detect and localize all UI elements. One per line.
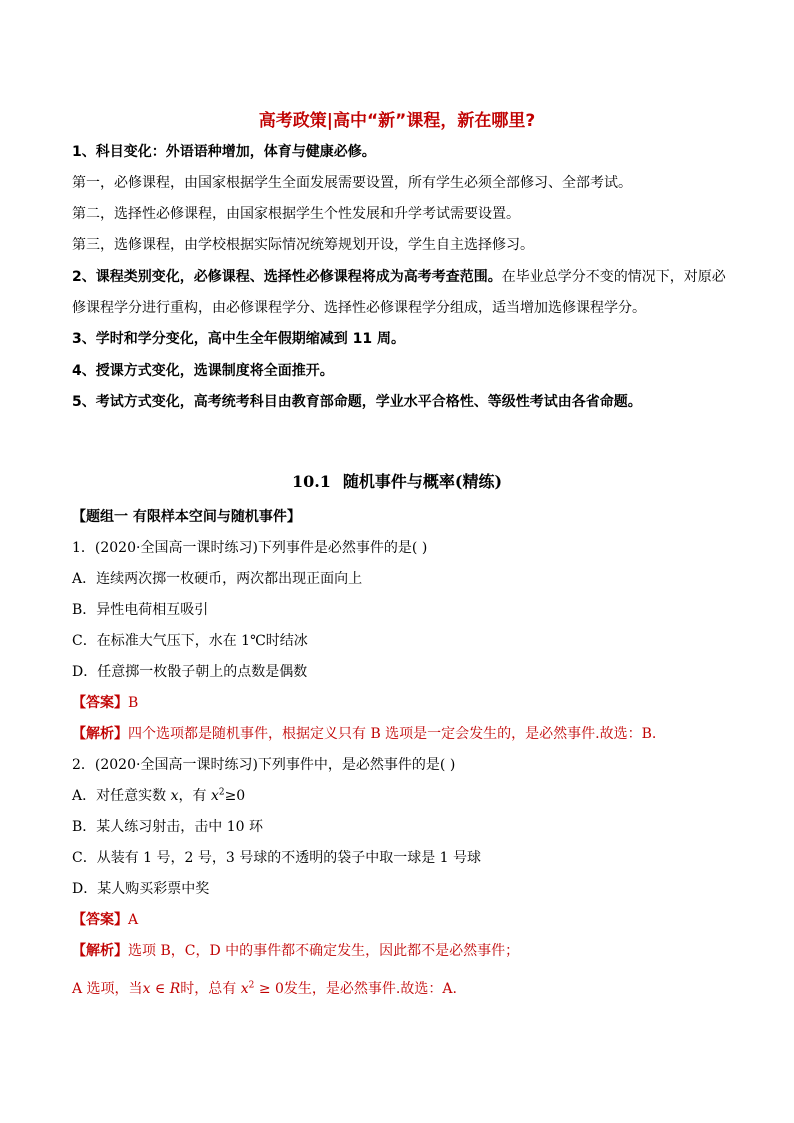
q1-option-c: C．在标准大气压下，水在 1℃时结冰	[72, 633, 308, 649]
policy-item-2-rest: 在毕业总学分不变的情况下，对原必	[501, 269, 726, 285]
policy-item-2	[72, 267, 726, 287]
q2-line2-x2: x	[240, 981, 249, 997]
page-title: 高考政策|高中“新”课程，新在哪里?	[258, 111, 536, 131]
q2-option-d: D．某人购买彩票中奖	[72, 881, 210, 897]
q2-answer	[72, 910, 138, 930]
question-group-label: 【题组一 有限样本空间与随机事件】	[72, 509, 301, 525]
policy-item-3: 3、学时和学分变化，高中生全年假期缩减到 11 周。	[72, 331, 405, 347]
q1-analysis-text: 四个选项都是随机事件，根据定义只有 B 选项是一定会发生的，是必然事件.故选：B.	[128, 726, 657, 742]
q2-line2-r: R	[169, 981, 181, 997]
q1-option-a: A．连续两次掷一枚硬币，两次都出现正面向上	[72, 571, 363, 587]
q1-option-b: B．异性电荷相互吸引	[72, 602, 209, 618]
policy-item-2-bold: 2、课程类别变化，必修课程、选择性必修课程将成为高考考查范围。	[72, 269, 502, 285]
policy-item-2-line2: 修课程学分进行重构，由必修课程学分、选择性必修课程学分组成，适当增加选修课程学分。	[72, 300, 646, 316]
q2-line2-sup: 2	[248, 980, 255, 991]
q2-option-a-mid: ，有	[178, 788, 207, 804]
q2-line2-ge: ≥ 0	[254, 981, 284, 997]
q1-analysis	[72, 724, 656, 744]
policy-third: 第三，选修课程，由学校根据实际情况统筹规划开设，学生自主选择修习。	[72, 237, 534, 253]
q2-line2-post: 发生，是必然事件.故选：A.	[283, 981, 457, 997]
q2-line2-in: ∈	[150, 981, 170, 997]
q2-option-c: C．从装有 1 号，2 号，3 号球的不透明的袋子中取一球是 1 号球	[72, 850, 482, 866]
policy-item-4: 4、授课方式变化，选课制度将全面推开。	[72, 363, 334, 379]
policy-item-5: 5、考试方式变化，高考统考科目由教育部命题，学业水平合格性、等级性考试由各省命题。	[72, 394, 642, 410]
q2-option-a-text: A．对任意实数	[72, 788, 167, 804]
q2-option-a	[72, 786, 245, 806]
q1-answer-value: B	[128, 695, 139, 711]
q2-option-a-sup: 2	[218, 787, 225, 798]
q2-analysis	[72, 941, 519, 961]
q2-stem: 2．(2020·全国高一课时练习)下列事件中，是必然事件的是( )	[72, 757, 456, 773]
q2-line2-mid: 时，总有	[180, 981, 237, 997]
q2-option-b: B．某人练习射击，击中 10 环	[72, 819, 264, 835]
q2-answer-value: A	[128, 912, 139, 928]
section-name: 随机事件与概率(精练)	[342, 472, 503, 491]
q2-option-a-var2: x	[210, 788, 219, 804]
section-number: 10.1	[291, 472, 331, 491]
q2-answer-tag: 【答案】	[72, 912, 128, 928]
q2-line2-pre: A 选项，当	[72, 981, 143, 997]
q2-option-a-post: ≥0	[224, 788, 246, 804]
q1-analysis-tag: 【解析】	[72, 726, 128, 742]
q2-analysis-line2	[72, 979, 457, 999]
q2-analysis-text: 选项 B，C，D 中的事件都不确定发生，因此都不是必然事件；	[128, 943, 520, 959]
q1-option-d: D．任意掷一枚骰子朝上的点数是偶数	[72, 664, 308, 680]
q1-answer	[72, 693, 138, 713]
q2-line2-x: x	[142, 981, 151, 997]
section-title	[0, 469, 794, 492]
q2-option-a-var: x	[170, 788, 179, 804]
policy-item-1: 1、科目变化：外语语种增加，体育与健康必修。	[72, 144, 376, 160]
policy-first: 第一，必修课程，由国家根据学生全面发展需要设置，所有学生必须全部修习、全部考试。	[72, 175, 632, 191]
q2-analysis-tag: 【解析】	[72, 943, 128, 959]
policy-second: 第二，选择性必修课程，由国家根据学生个性发展和升学考试需要设置。	[72, 206, 520, 222]
q1-answer-tag: 【答案】	[72, 695, 128, 711]
q1-stem: 1．(2020·全国高一课时练习)下列事件是必然事件的是( )	[72, 540, 428, 556]
